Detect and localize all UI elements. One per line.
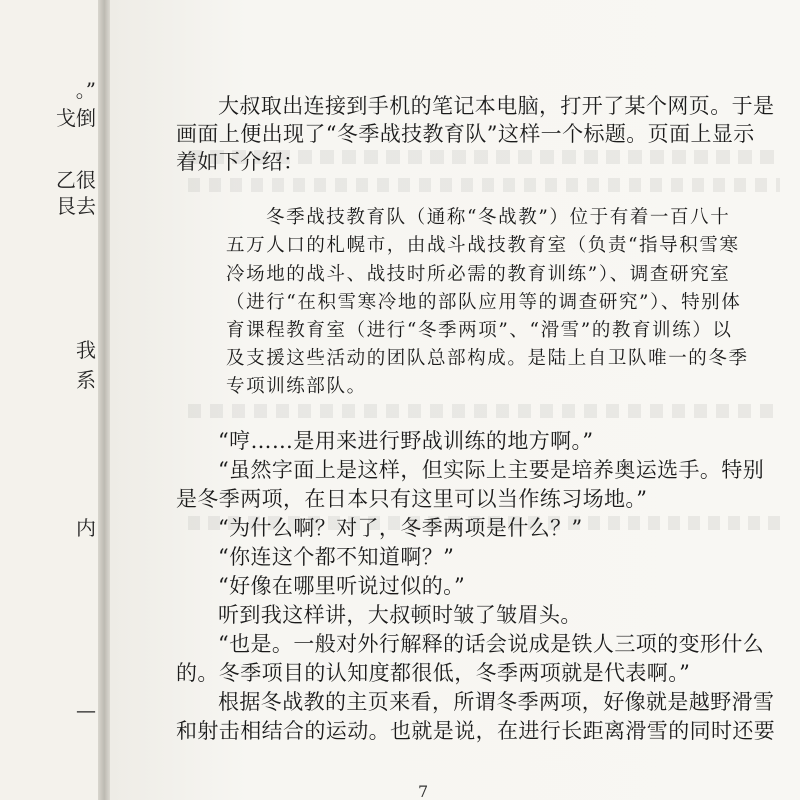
quote-text-line: 育课程教育室（进行“冬季两项”、“滑雪”的教育训练）以 xyxy=(226,320,733,341)
body-text-line: 大叔取出连接到手机的笔记本电脑，打开了某个网页。于是 xyxy=(218,94,775,118)
left-page xyxy=(0,0,100,800)
body-text-line: 是冬季两项，在日本只有这里可以当作练习场地。” xyxy=(176,487,648,511)
left-page-fragment: — xyxy=(76,698,96,722)
body-text-line: “虽然字面上是这样，但实际上主要是培养奥运选手。特别 xyxy=(218,458,765,482)
left-page-fragment: 我 xyxy=(76,338,96,362)
quote-text-line: 冷场地的战斗、战技时所必需的教育训练”）、调查研究室 xyxy=(226,264,731,285)
body-text-line: 和射击相结合的运动。也就是说，在进行长距离滑雪的同时还要 xyxy=(176,719,776,743)
show-through-texture xyxy=(188,404,780,418)
show-through-texture xyxy=(188,178,780,192)
quote-text-line: （进行“在积雪寒冷地的部队应用等的调查研究”）、特别体 xyxy=(226,292,742,313)
left-page-fragment: 乙很 xyxy=(56,168,96,192)
body-text-line: “哼……是用来进行野战训练的地方啊。” xyxy=(218,429,594,453)
body-text-line: 的。冬季项目的认知度都很低，冬季两项就是代表啊。” xyxy=(176,661,691,685)
page-number: 7 xyxy=(418,782,429,800)
body-text-line: 根据冬战教的主页来看，所谓冬季两项，好像就是越野滑雪 xyxy=(218,690,775,714)
quote-text-line: 及支援这些活动的团队总部构成。是陆上自卫队唯一的冬季 xyxy=(226,348,749,369)
body-text-line: “你连这个都不知道啊？” xyxy=(218,545,455,569)
right-page xyxy=(110,0,800,800)
body-text-line: “为什么啊？对了，冬季两项是什么？” xyxy=(218,516,583,540)
quote-text-line: 冬季战技教育队（通称“冬战教”）位于有着一百八十 xyxy=(266,207,731,228)
left-page-fragment: 内 xyxy=(76,516,96,540)
left-page-fragment: 戈倒 xyxy=(56,106,96,130)
left-page-fragment: 系 xyxy=(76,368,96,392)
body-text-line: “好像在哪里听说过似的。” xyxy=(218,574,466,598)
body-text-line: 画面上便出现了“冬季战技教育队”这样一个标题。页面上显示 xyxy=(176,122,755,146)
quote-text-line: 专项训练部队。 xyxy=(226,376,367,397)
body-text-line: 听到我这样讲，大叔顿时皱了皱眉头。 xyxy=(218,603,582,627)
body-text-line: 着如下介绍： xyxy=(176,150,305,174)
quote-text-line: 五万人口的札幌市，由战斗战技教育室（负责“指导积雪寒 xyxy=(226,235,740,256)
left-page-fragment: 艮去 xyxy=(56,194,96,218)
body-text-line: “也是。一般对外行解释的话会说成是铁人三项的变形什么 xyxy=(218,632,765,656)
left-page-fragment: 。” xyxy=(75,78,96,102)
